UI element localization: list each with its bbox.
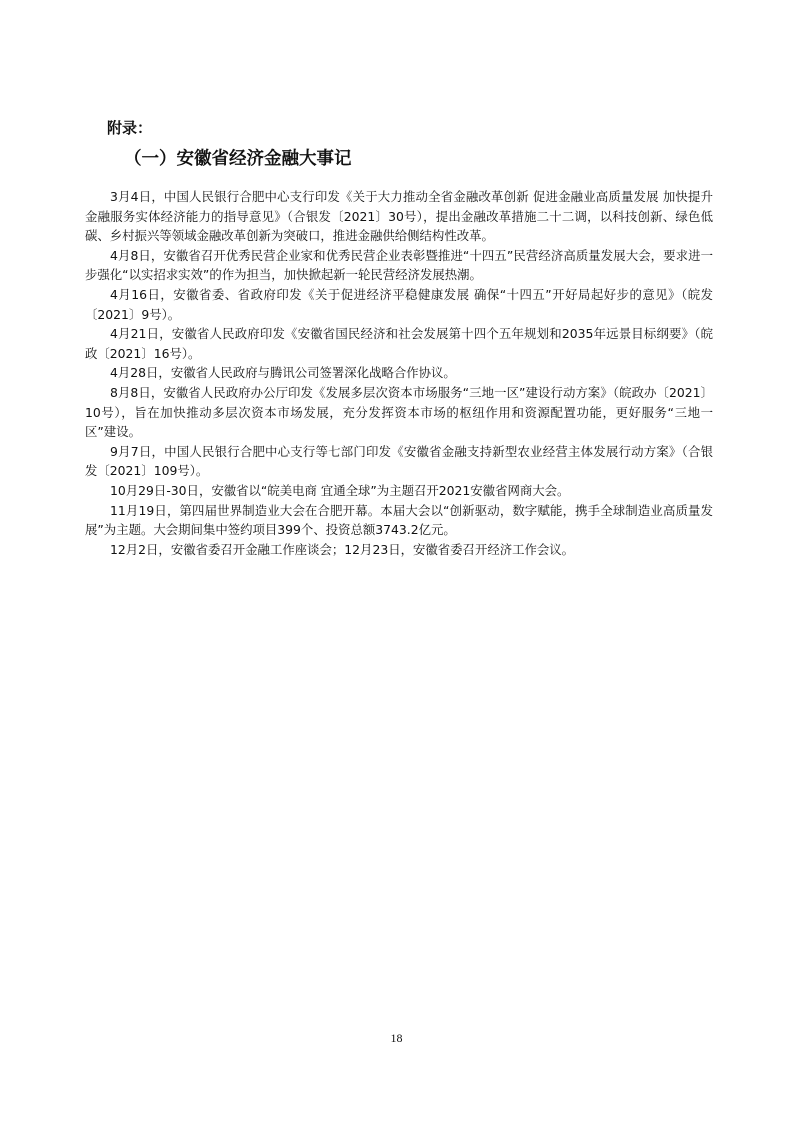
event-paragraph: 9月7日，中国人民银行合肥中心支行等七部门印发《安徽省金融支持新型农业经营主体发展行动方案》（合银发〔2021〕109号）。 [85, 443, 713, 479]
page-number: 18 [390, 1031, 403, 1045]
appendix-label: 附录： [107, 119, 153, 137]
event-paragraph: 10月29日-30日，安徽省以“皖美电商 宜通全球”为主题召开2021安徽省网商大会。 [110, 482, 570, 498]
event-paragraph: 11月19日，第四届世界制造业大会在合肥开幕。本届大会以“创新驱动，数字赋能，携手全球制造业高质量发展”为主题。大会期间集中签约项目399个、投资总额3743.2亿元。 [85, 502, 713, 538]
event-paragraph: 4月16日，安徽省委、省政府印发《关于促进经济平稳健康发展 确保“十四五”开好局起好步的意见》（皖发〔2021〕9号）。 [85, 286, 713, 322]
event-paragraph: 4月8日，安徽省召开优秀民营企业家和优秀民营企业表彰暨推进“十四五”民营经济高质量发展大会，要求进一步强化“以实招求实效”的作为担当，加快掀起新一轮民营经济发展热潮。 [85, 247, 713, 283]
event-paragraph: 4月21日，安徽省人民政府印发《安徽省国民经济和社会发展第十四个五年规划和2035年远景目标纲要》（皖政〔2021〕16号）。 [85, 326, 713, 361]
event-paragraph: 3月4日，中国人民银行合肥中心支行印发《关于大力推动全省金融改革创新 促进金融业高质量发展 加快提升金融服务实体经济能力的指导意见》（合银发〔2021〕30号），提出金融改革措施二十二调，以科技创新、绿色低碳、乡村振兴等领域金融改革创新为突破口，推进金融供给侧结构性改革。 [85, 189, 713, 244]
event-paragraph: 4月28日，安徽省人民政府与腾讯公司签署深化战略合作协议。 [110, 365, 456, 381]
event-paragraph: 12月2日，安徽省委召开金融工作座谈会；12月23日，安徽省委召开经济工作会议。 [110, 541, 575, 557]
event-paragraph: 8月8日，安徽省人民政府办公厅印发《发展多层次资本市场服务“三地一区”建设行动方案》（皖政办〔2021〕10号），旨在加快推动多层次资本市场发展，充分发挥资本市场的枢纽作用和资源配置功能，更好服务“三地一区”建设。 [85, 384, 713, 440]
event-list [85, 187, 713, 559]
section-title: （一）安徽省经济金融大事记 [124, 149, 352, 169]
